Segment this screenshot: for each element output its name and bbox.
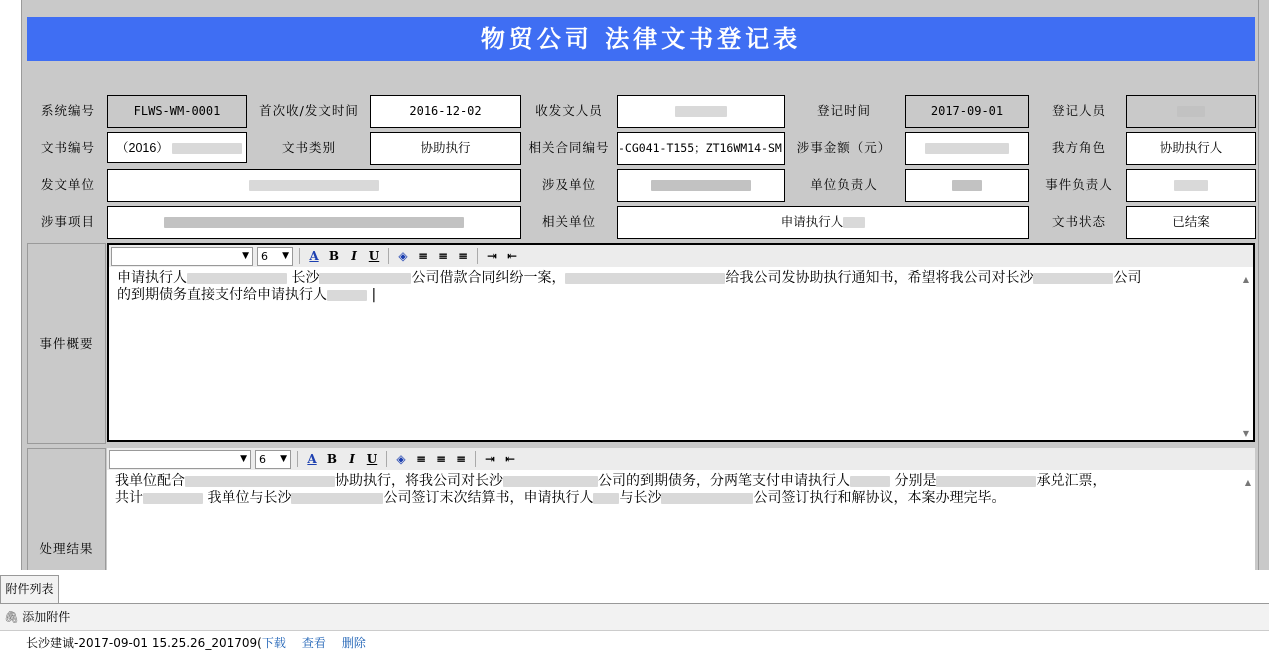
italic-icon[interactable]: I — [349, 451, 355, 466]
toolbar-separator — [297, 451, 298, 467]
issuer-field[interactable] — [107, 169, 521, 202]
involved-unit-field[interactable] — [617, 169, 785, 202]
view-link[interactable]: 查看 — [301, 636, 326, 650]
label-related-unit: 相关单位 — [541, 214, 596, 229]
font-color-icon[interactable]: A — [309, 248, 319, 263]
redacted-value — [843, 217, 865, 228]
label-our-role: 我方角色 — [1051, 140, 1106, 155]
redacted-text — [187, 273, 287, 284]
attachment-file-row — [26, 633, 374, 653]
result-toolbar — [107, 448, 1255, 470]
add-attachment-row — [0, 604, 1269, 631]
our-role-field[interactable]: 协助执行人 — [1126, 132, 1256, 165]
result-editor[interactable] — [107, 448, 1255, 570]
label-handler: 收发文人员 — [535, 103, 603, 118]
label-system-no: 系统编号 — [40, 103, 95, 118]
dropdown-arrow-icon: ▼ — [240, 453, 247, 464]
redacted-text — [291, 493, 383, 504]
redacted-text — [593, 493, 619, 504]
redacted-value — [164, 217, 464, 228]
paperclip-icon: 🖇 — [4, 610, 20, 624]
font-size-select[interactable]: 6 ▼ — [255, 450, 291, 469]
italic-icon[interactable]: I — [351, 248, 357, 263]
toolbar-separator — [386, 451, 387, 467]
register-form — [21, 0, 1269, 570]
indent-icon[interactable]: ⇥ — [484, 451, 496, 466]
project-field[interactable] — [107, 206, 521, 239]
attachment-panel — [0, 570, 1269, 662]
first-time-field[interactable]: 2016-12-02 — [370, 95, 521, 128]
label-doc-no: 文书编号 — [40, 140, 95, 155]
dropdown-arrow-icon: ▼ — [242, 250, 249, 261]
label-issuer: 发文单位 — [40, 177, 95, 192]
align-center-icon[interactable]: ≡ — [437, 248, 449, 263]
redacted-value — [925, 143, 1009, 154]
redacted-value — [675, 106, 727, 117]
scroll-down-icon[interactable]: ▼ — [1242, 429, 1249, 438]
highlight-icon[interactable]: ◈ — [396, 451, 406, 466]
summary-label: 事件概要 — [27, 243, 106, 444]
bold-icon[interactable]: B — [326, 451, 338, 466]
underline-icon[interactable]: U — [366, 451, 378, 466]
label-reg-time: 登记时间 — [816, 103, 871, 118]
tab-attachments[interactable]: 附件列表 — [0, 575, 59, 603]
toolbar-separator — [477, 248, 478, 264]
handler-field[interactable] — [617, 95, 785, 128]
toolbar-separator — [299, 248, 300, 264]
label-first-time: 首次收/发文时间 — [259, 103, 359, 118]
scroll-up-icon[interactable]: ▲ — [1242, 275, 1249, 284]
summary-text[interactable]: 申请执行人 长沙 公司借款合同纠纷一案， 给我公司发协助执行通知书，希望将我公司对长沙 公司 的到期债务直接支付给申请执行人 | — [117, 270, 1142, 303]
doc-type-field[interactable]: 协助执行 — [370, 132, 521, 165]
redacted-value — [1177, 106, 1205, 117]
align-left-icon[interactable]: ≡ — [415, 451, 427, 466]
redacted-value — [1174, 180, 1208, 191]
font-name-select[interactable] — [111, 247, 253, 266]
label-registrar: 登记人员 — [1051, 103, 1106, 118]
redacted-text — [185, 476, 335, 487]
font-name-select[interactable] — [109, 450, 251, 469]
delete-link[interactable]: 删除 — [341, 636, 366, 650]
redacted-value — [952, 180, 982, 191]
outdent-icon[interactable]: ⇤ — [504, 451, 516, 466]
amount-field[interactable] — [905, 132, 1029, 165]
outdent-icon[interactable]: ⇤ — [506, 248, 518, 263]
toolbar-separator — [388, 248, 389, 264]
attachment-file-name: 长沙建诚-2017-09-01 15.25.26_201709( — [26, 636, 262, 650]
unit-head-field[interactable] — [905, 169, 1029, 202]
align-center-icon[interactable]: ≡ — [435, 451, 447, 466]
redacted-text — [143, 493, 203, 504]
redacted-text — [503, 476, 598, 487]
redacted-text — [850, 476, 890, 487]
redacted-value — [249, 180, 379, 191]
doc-status-field[interactable]: 已结案 — [1126, 206, 1256, 239]
registrar-field[interactable] — [1126, 95, 1256, 128]
redacted-text — [319, 273, 411, 284]
label-involved-unit: 涉及单位 — [541, 177, 596, 192]
redacted-text — [936, 476, 1036, 487]
redacted-text — [565, 273, 725, 284]
system-no-field[interactable]: FLWS-WM-0001 — [107, 95, 247, 128]
related-unit-value: 申请执行人 — [780, 215, 844, 229]
label-project: 涉事项目 — [40, 214, 95, 229]
form-title: 物贸公司 法律文书登记表 — [27, 17, 1255, 61]
align-right-icon[interactable]: ≡ — [455, 451, 467, 466]
redacted-text — [327, 290, 367, 301]
label-amount: 涉事金额（元） — [796, 140, 892, 155]
redacted-text — [1033, 273, 1113, 284]
contract-no-field[interactable]: -CG041-T155；ZT16WM14-SM — [617, 132, 785, 165]
label-unit-head: 单位负责人 — [810, 177, 878, 192]
summary-editor[interactable] — [107, 243, 1255, 442]
redacted-value — [172, 143, 242, 154]
doc-no-value: （2016） — [116, 141, 169, 155]
redacted-text — [661, 493, 753, 504]
toolbar-separator — [475, 451, 476, 467]
indent-icon[interactable]: ⇥ — [486, 248, 498, 263]
label-doc-type: 文书类别 — [281, 140, 336, 155]
bold-icon[interactable]: B — [328, 248, 340, 263]
font-size-select[interactable]: 6 ▼ — [257, 247, 293, 266]
label-doc-status: 文书状态 — [1051, 214, 1106, 229]
label-contract-no: 相关合同编号 — [528, 140, 610, 155]
underline-icon[interactable]: U — [368, 248, 380, 263]
reg-time-field[interactable]: 2017-09-01 — [905, 95, 1029, 128]
doc-no-field[interactable] — [107, 132, 247, 163]
result-label: 处理结果 — [27, 448, 106, 570]
add-attachment-button[interactable]: 添加附件 — [22, 610, 71, 624]
download-link[interactable]: 下载 — [261, 636, 286, 650]
scroll-up-icon[interactable]: ▲ — [1244, 478, 1251, 487]
case-head-field[interactable] — [1126, 169, 1256, 202]
related-unit-field[interactable] — [617, 206, 1029, 239]
summary-toolbar — [109, 245, 1253, 267]
highlight-icon[interactable]: ◈ — [398, 248, 408, 263]
redacted-value — [651, 180, 751, 191]
dropdown-arrow-icon: ▼ — [282, 250, 289, 261]
result-text[interactable]: 我单位配合 协助执行，将我公司对长沙 公司的到期债务，分两笔支付申请执行人 分别是 承兑汇票， 共计 我单位与长沙 公司签订末次结算书，申请执行人 与长沙 公司签订执行和解协议，本案办理完毕。 — [115, 473, 1107, 506]
font-color-icon[interactable]: A — [307, 451, 317, 466]
label-case-head: 事件负责人 — [1045, 177, 1113, 192]
align-left-icon[interactable]: ≡ — [417, 248, 429, 263]
align-right-icon[interactable]: ≡ — [457, 248, 469, 263]
dropdown-arrow-icon: ▼ — [280, 453, 287, 464]
